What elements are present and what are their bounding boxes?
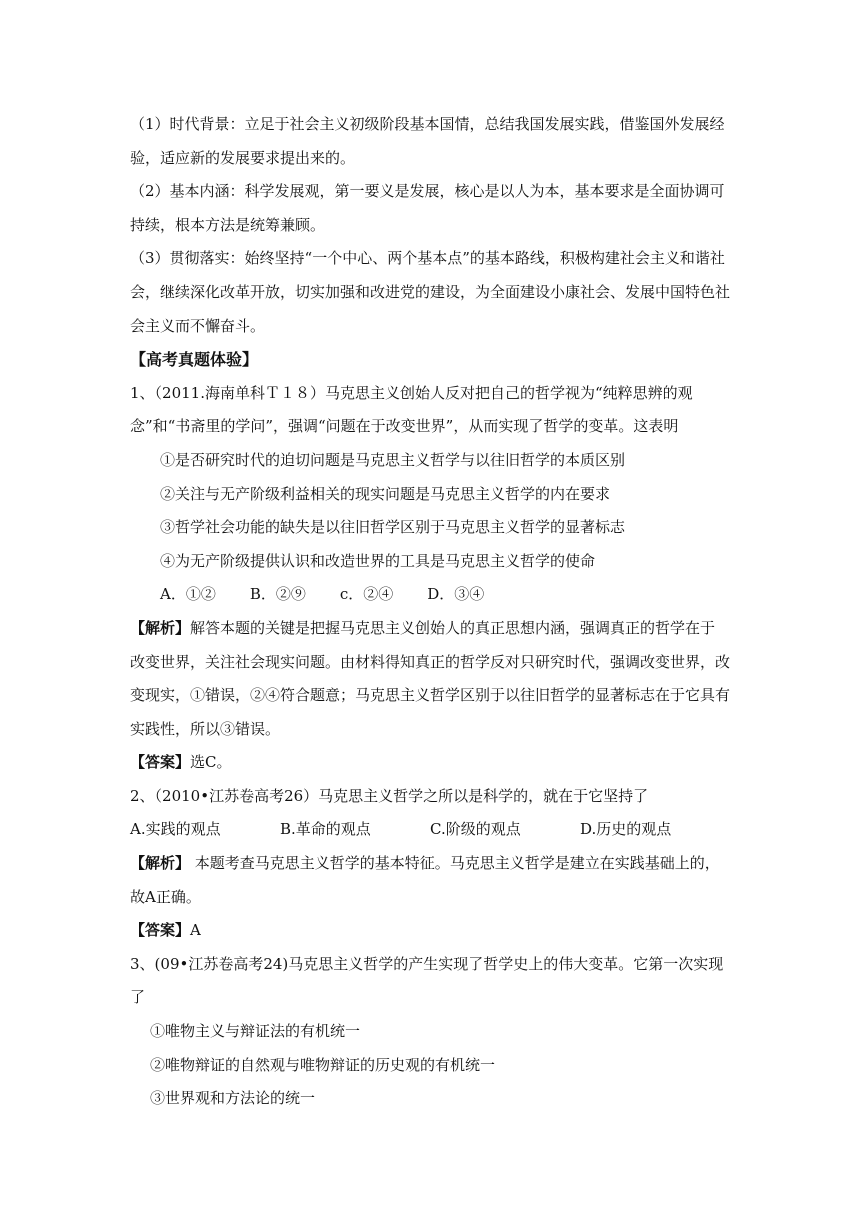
q1-option-a: A．①② (160, 585, 216, 604)
q2-option-c: C.阶级的观点 (430, 820, 521, 839)
q1-option-c: c．②④ (339, 585, 394, 604)
q2-answer (130, 914, 730, 948)
document-body (130, 108, 730, 1116)
q1-options (130, 578, 730, 612)
q2-analysis (130, 847, 730, 914)
q3-stem: 3、(09•江苏卷高考24)马克思主义哲学的产生实现了哲学史上的伟大变革。它第一次实现了 (130, 954, 724, 1007)
q1-option-b: B．②⑨ (249, 585, 306, 604)
q1-item-4: ④为无产阶级提供认识和改造世界的工具是马克思主义哲学的使命 (160, 551, 596, 570)
q1-analysis-label: 【解析】 (130, 618, 191, 637)
q1-item-3: ③哲学社会功能的缺失是以往旧哲学区别于马克思主义哲学的显著标志 (160, 518, 626, 537)
q2-option-b: B.革命的观点 (280, 820, 371, 839)
q1-analysis-text: 解答本题的关键是把握马克思主义创始人的真正思想内涵，强调真正的哲学在于改变世界，关注社会现实问题。由材料得知真正的哲学反对只研究时代，强调改变世界，改变现实，①错误，②④符合题意；马克思主义哲学区别于以往旧哲学的显著标志在于它具有实践性，所以③错误。 (130, 618, 731, 738)
q1-stem: 1、（2011.海南单科Ｔ１８）马克思主义创始人反对把自己的哲学视为“纯粹思辨的观念”和“书斋里的学问”，强调“问题在于改变世界”，从而实现了哲学的变革。这表明 (130, 383, 693, 436)
q1-analysis (130, 612, 730, 746)
q1-option-d: D．③④ (427, 585, 485, 604)
q2-analysis-text: 本题考查马克思主义哲学的基本特征。马克思主义哲学是建立在实践基础上的，故A正确。 (130, 854, 720, 906)
q3-item-3: ③世界观和方法论的统一 (150, 1089, 316, 1108)
q3-item-1: ①唯物主义与辩证法的有机统一 (150, 1022, 361, 1041)
q1-answer-text: 选C。 (190, 753, 232, 772)
q3-item-2: ②唯物辩证的自然观与唯物辩证的历史观的有机统一 (150, 1055, 496, 1074)
q1-item-1: ①是否研究时代的迫切问题是马克思主义哲学与以往旧哲学的本质区别 (160, 450, 626, 469)
q2-analysis-label: 【解析】 (130, 854, 191, 873)
intro-connotation: （2）基本内涵：科学发展观，第一要义是发展，核心是以人为本，基本要求是全面协调可持续，根本方法是统筹兼顾。 (130, 182, 725, 234)
q1-item-2: ②关注与无产阶级利益相关的现实问题是马克思主义哲学的内在要求 (160, 484, 611, 503)
q2-stem: 2、（2010•江苏卷高考26）马克思主义哲学之所以是科学的，就在于它坚持了 (130, 786, 649, 805)
q2-options (130, 813, 730, 847)
q1-answer-label: 【答案】 (130, 753, 191, 772)
q2-answer-text: A (190, 921, 201, 940)
q2-option-a: A.实践的观点 (130, 820, 221, 839)
q2-answer-label: 【答案】 (130, 921, 191, 940)
section-title: 【高考真题体验】 (130, 350, 259, 370)
q1-answer (130, 746, 730, 780)
intro-background: （1）时代背景：立足于社会主义初级阶段基本国情，总结我国发展实践，借鉴国外发展经验，适应新的发展要求提出来的。 (130, 115, 725, 167)
intro-implementation: （3）贯彻落实：始终坚持“一个中心、两个基本点”的基本路线，积极构建社会主义和谐社会，继续深化改革开放，切实加强和改进党的建设，为全面建设小康社会、发展中国特色社会主义而不懈奋斗。 (130, 249, 731, 335)
q2-option-d: D.历史的观点 (580, 820, 672, 839)
